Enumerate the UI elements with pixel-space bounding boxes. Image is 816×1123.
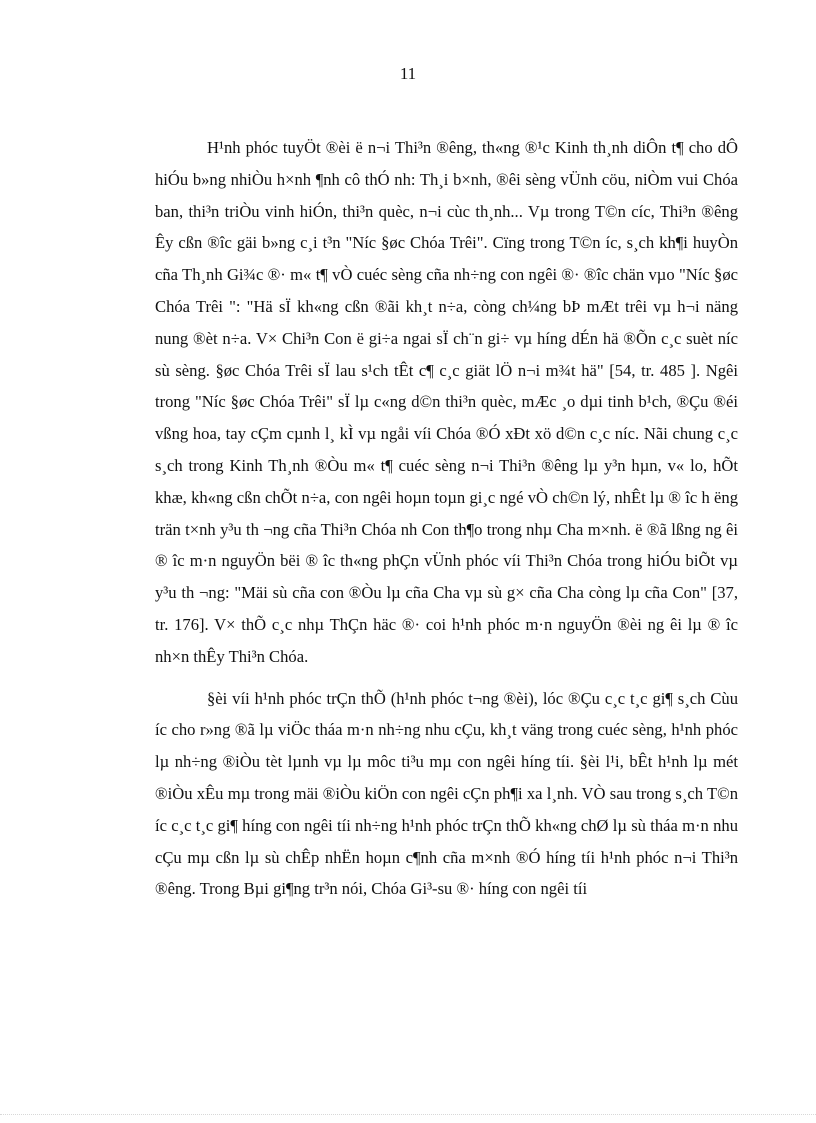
paragraph-earthly-happiness: §èi víi h¹nh phóc trÇn thÕ (h¹nh phóc t¬ng ®èi), lóc ®Çu c¸c t¸c gi¶ s¸ch Cùu íc cho r»ng ®ã lµ viÖc tháa m·n nh÷ng nhu cÇu, kh¸t väng trong cuéc sèng, h¹nh phóc lµ nh÷ng ®iÒu tèt lµnh vµ lµ môc ti³u mµ con ngêi híng tíi. §èi l¹i, bÊt h¹nh lµ mét ®iÒu xÊu mµ trong mäi ®iÒu kiÖn con ngêi cÇn ph¶i xa l¸nh. VÒ sau trong s¸ch T©n íc c¸c t¸c gi¶ híng con ngêi tíi nh÷ng h¹nh phóc trÇn thÕ kh«ng chØ lµ sù tháa m·n nhu cÇu mµ cßn lµ sù chÊp nhËn hoµn c¶nh cña m×nh ®Ó híng tíi h¹nh phóc n¬i Thi³n ®êng. Trong Bµi gi¶ng tr³n nói, Chóa Gi³-su ®· híng con ngêi tíi — [155, 688, 738, 899]
body-text — [155, 132, 738, 905]
page-bottom-divider — [0, 1114, 816, 1115]
paragraph-heavenly-happiness: H¹nh phóc tuyÖt ®èi ë n¬i Thi³n ®êng, th«ng ®¹c Kinh th¸nh diÔn t¶ cho dÔ hiÓu b»ng nhiÒu h×nh ¶nh cô thÓ nh: Th¸i b×nh, ®êi sèng vÜnh cöu, niÒm vui Chóa ban, thi³n triÒu vinh hiÓn, thi³n quèc, n¬i cùc th¸nh... Vµ trong T©n cíc, Thi³n ®êng Êy cßn ®îc gäi b»ng c¸i t³n "Níc §øc Chóa Trêi". Cïng trong T©n íc, s¸ch kh¶i huyÒn cña Th¸nh Gi¾c ®· m« t¶ vÒ cuéc sèng cña nh÷ng con ngêi ®· ®îc chän vµo "Níc §øc Chóa Trêi ": "Hä sÏ kh«ng cßn ®ãi kh¸t n÷a, còng ch¼ng bÞ mÆt trêi vµ h¬i näng nung ®èt n÷a. V× Chi³n Con ë gi÷a ngai sÏ ch¨n gi÷ vµ híng dÉn hä ®Õn c¸c suèt níc sù sèng. §øc Chóa Trêi sÏ lau s¹ch tÊt c¶ c¸c giät lÖ n¬i m¾t hä" [54, tr. 485 ]. Ngêi trong "Níc §øc Chóa Trêi" sÏ lµ c«ng d©n thi³n quèc, mÆc ¸o dµi tinh b¹ch, ®Çu ®éi vßng hoa, tay cÇm cµnh l¸ kÌ vµ ngåi víi Chóa ®Ó xÐt xö d©n c¸c níc. Nãi chung c¸c s¸ch trong Kinh Th¸nh ®Òu m« t¶ cuéc sèng n¬i Thi³n ®êng lµ y³n hµn, v« lo, hÕt khæ, kh«ng cßn chÕt n÷a, con ngêi hoµn toµn gi¸c ngé vÒ ch©n lý, nhÊt lµ ® îc h ëng trän t×nh y³u th ¬ng cña Thi³n Chóa nh Con th¶o trong nhµ Cha m×nh. ë ®ã lßng ng êi ® îc m·n nguyÖn bëi ® îc th«ng phÇn vÜnh phóc víi Thi³n Chóa trong hiÓu biÕt vµ y³u th ¬ng: "Mäi sù cña con ®Òu lµ cña Cha vµ sù g× cña Cha còng lµ cña Con" [37, tr. 176]. V× thÕ c¸c nhµ ThÇn häc ®· coi h¹nh phóc m·n nguyÖn ®èi ng êi lµ ® îc nh×n thÊy Thi³n Chóa. — [155, 138, 738, 666]
page-number: 11 — [399, 64, 417, 83]
